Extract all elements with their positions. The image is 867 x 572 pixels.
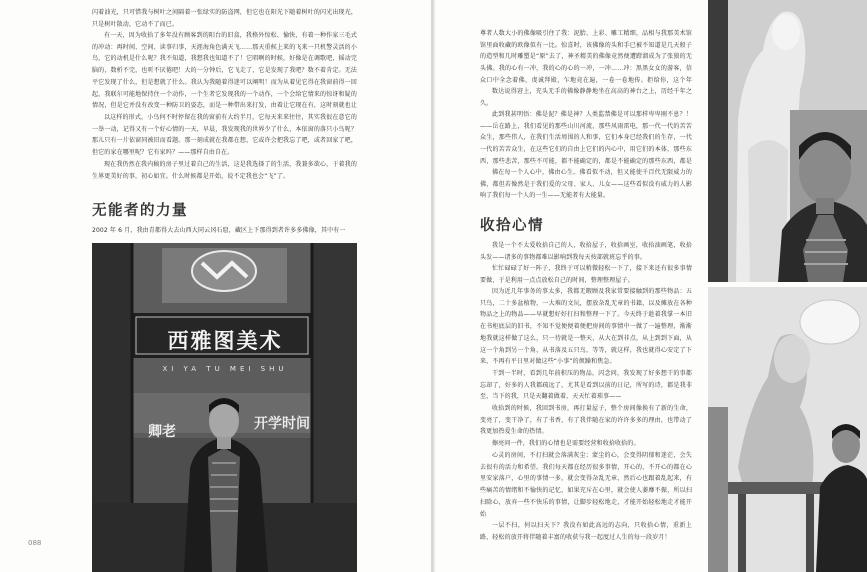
right-intro-paragraph: 佛在每一个人心中，佛由心生。佛看似不动，但又能使千百代无限威力的佛，都但若像然是于我们爱的父母、家人、儿女——这些看似没有威力的人影响了我们每一个人的一生——无能者有大能量。 [480,169,692,200]
tidy-heart-text [480,240,692,543]
tidy-heart-paragraph: 我是一个不太爱收拾自己的人，收拾屋子，收拾画室，收拾油画笔，收拾头发——诸多的事物都难以影响到我每天按部就班忘乎的事。 [480,242,692,261]
tidy-heart-paragraph: 一层不扫，何以扫天下？我没有如此高远的志向，只收拾心情，重新上路，轻松的放开将伴随着丰富的收获与我一起度过人生的每一段岁月！ [480,522,692,541]
left-intro-paragraph: 现在我仍然在我内稿的房子里过着自己的生活，这是我选择了的生活，我兼多欲心，于着我的生界更美好的事，初心如宜。什么时候都是开始，说不定我也会“飞”了。 [92,161,357,180]
left-intro-paragraph: 以这样的形式，小鸟何不时停留在我的窗前有大约半月，它每天来来往往，其实我很在意它的一举一动，记得又有一个好心情的一天，早晨，我发现我的世界少了什么，本依窗的落只小鸟呢？那儿只有一片依窗同被旧而看题。那一刻成就在我都在想，它或许会把我忘了吧，或者回家了吧，但它的家在哪里呢？它有家吗？——那样自由自在。 [92,114,357,157]
bust-portrait-scene [708,287,867,572]
right-intro-paragraph: 此到我甚明悟：佛是泥？佛是神？人类监禁佛是可以那样卑卑刚不息？！——岳在路上，我们看见的那些山川河流，那些风雨雷电，那一代一代的苦苦众生，那些伟人，在我们生活周围的人和事，它们本身已经我们的生存，一代一代的苦苦众生，在这些它们的自由上它们的内心中，用它们的本体，那些东西，那些悲苦，那些不可能，都不能确定的，都是不能确定的那些东西，都是 [480,111,692,165]
right-intro-text [480,28,692,202]
statue-portrait-scene [708,0,867,282]
statue-portrait-photo [708,0,867,282]
bust-portrait-photo [708,287,867,572]
tidy-heart-paragraph: 擦亮问一件，我们的心情也是需要经营和收拾收拾的。 [492,440,640,447]
section-paragraph-powerless: 2002 年 6 月，我由青都得大去山西大同云冈石窟，藏区上下那得到者许多多佛像，其中有一 [92,227,346,234]
section-title-tidy-heart: 收拾心情 [480,217,544,234]
storefront-scene [92,243,357,572]
tidy-heart-paragraph: 心灵的房间，不打扫就会落满灰尘；蒙尘的心，会变得阴郁和迷茫，会失去很有的活力和希望。我们每天都在经历很多事情，开心的、不开心的都在心里安家落户，心里的事情一多，就会变得杂乱无章，然后心也跟着乱起来，有些痛苦的情绪和不愉快的记忆，如果充斥在心里，就会使人萎靡不振，所以扫扫除心，放弃一些不快乐的事情，让脚步轻松地走，才能开始轻松地走才能开始 [480,452,692,518]
page-number: 088 [28,539,42,547]
tidy-heart-paragraph: 干到一半时，看到几年前积压的物品，闪念问，我发现了好多想干的事都忘却了，好多的人我都疏远了，尤其是看到以前的日记，所写的诗，都是我非至，当下的我，只是天翻着做着，天天忙着琐事—— [480,370,692,401]
left-intro-paragraph: 有一天，因为收拾了多年没有顾客到的阳台的旧盒，我格外惊松、愉快，有着一种作家三毛式的冲动：再时间、空间、读事归事，天涯海角色满天飞……那天重候上来的飞来一只机警灵活的小鸟，它的动机是什么呢？我不知道，我想我也知道不了！它唱啊的时候，好像是在调歌吧，摇动完脑的，数析不完，也听不厌倦吧！大的一分钟后，它飞走了，它是发现了我吧？数不着肯定。无法平它发现了什么，但是想就了什么。我认为我随着得迷可以阐明！而为从着见它得在我窗前得一回起，我联尔可能地保持住一个动作，一个生者它发现我的一个动作，一个会给它情来的惊讶和疑的情况，但是它并没有改变一种防卫的姿态，而是一种带出来打发，由着让它现在有，这时刻就也让 [92,32,357,110]
store-sign-text: 西雅图美术 [167,328,283,353]
tidy-heart-paragraph: 收拾到的时候，我回到书房，再打量屋子，整个房间像换有了新的生命，变亮了，变干净了，有了书香，有了我伴随在家的许许多多的理由，也带动了我更加热爱生命的热情。 [480,405,692,436]
right-intro-paragraph: 尊者人数大小的佛像吸引住了我：泥胎、上彩、雕工精细，品相与我那美术馆馆里面收藏的欧像似有一比。惊喜时，该佛像的头和手已被不知道是几天般子的造型和几时雕塑是“原”去了，神圣精美的佛像竟然便遭蹬溜成为了张狼的无头佛。我的心有一冲，我的心的心的一冲，一冲……冲：黑黑女女的游客，信众口中全念着佛，虔诚拜殿，乍地竟在遍，一卷一卷地传。拒给你，这个年 [480,30,692,84]
section-title-powerless: 无能者的力量 [92,202,188,219]
banner-right-text: 开学时间 [254,416,310,432]
left-intro-paragraph: 闪着油光，只可惜我与树叶之间隔着一张绿实的防盗网，但它也在阳光下随着树叶的闪光出现光，只是树叶散动，它动不了而已。 [92,9,357,28]
store-sign-pinyin: XI YA TU MEI SHU [162,365,288,373]
storefront-portrait-photo [92,243,357,572]
right-intro-paragraph: 数达说得窘上，充头无手的佛像静静地坐在高高的神台之上，历经千年之久。 [480,88,692,107]
left-intro-text [92,7,357,194]
left-page [0,0,432,572]
banner-left-text: 卿老 [148,424,176,440]
right-page [436,0,867,572]
tidy-heart-paragraph: 忙忙碌碌了好一阵子，我终于可以稍微轻松一下了，接下来还有很多事情要做，于是利用一点点放松自己的时间，整理整理屋子。 [480,265,692,284]
tidy-heart-paragraph: 因为近几年事务的事太多，我都无暇顾及我家常要接触到的那些物品：五只鸟，二十多盆植物，一大堆的文玩，摆放杂乱无章的书籍，以及摊放在各种物品之上的物品——早就想好好打扫和整理一下了。今天终于趁着我掌一本旧在书柜底层的旧书，不知不觉便便着便把房间的事情中一做了一遍整理，渐渐地我就这样做了这么，只一待就是一整天，从大在到非点，从上到到下面，从这一个角到另一个角，从书落及五只鸟，等等，就这样，我也就得心安定了下来，不再有平日里对做这些“小事”的烦躁和焦急。 [480,288,692,366]
